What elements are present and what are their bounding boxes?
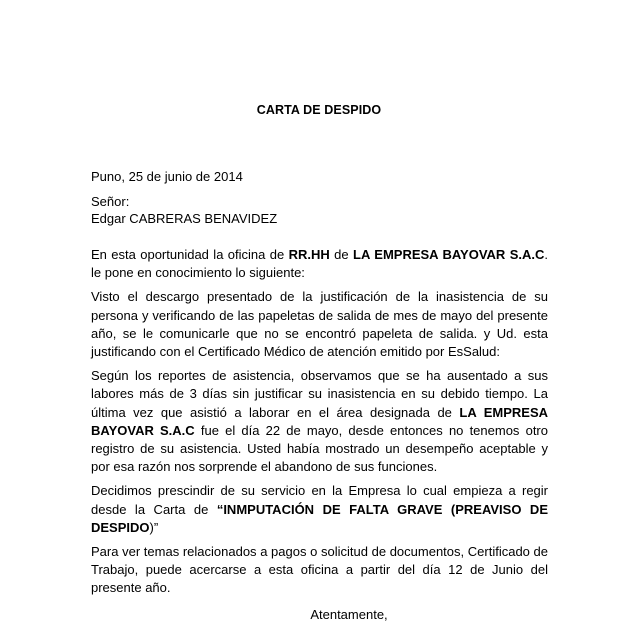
letter-body [91, 246, 548, 604]
place-date: Puno, 25 de junio de 2014 [91, 169, 243, 184]
paragraph-intro-text-c: de [329, 247, 354, 262]
paragraph-decision [91, 482, 548, 537]
paragraph-decision-text-c: )” [149, 519, 159, 535]
document-reference: “INMPUTACIÓN DE FALTA GRAVE (PREAVISO DE DESPIDO [91, 501, 548, 535]
letter-title: CARTA DE DESPIDO [256, 103, 382, 117]
paragraph-attendance [91, 367, 548, 476]
paragraph-attendance-text-a: Según los reportes de asistencia, observamos que se ha ausentado a sus labores más de 3 días sin justificar su inasistencia en su debido tiempo. La última vez que asistió a laborar en el área designada de [91, 368, 548, 420]
paragraph-descargo: Visto el descargo presentado de la justificación de la inasistencia de su persona y verificando de las papeletas de salida de mes de mayo del presente año, se le comunicarle que no se encontró papeleta de salida. y Ud. esta justificando con el Certificado Médico de atención emitido por EsSalud: [91, 289, 548, 360]
addressee-block [91, 193, 277, 227]
paragraph-payments: Para ver temas relacionados a pagos o solicitud de documentos, Certificado de Trabajo, puede acercarse a esta oficina a partir del día 12 de Junio del presente año. [91, 544, 548, 596]
company-name-2: LA EMPRESA BAYOVAR S.A.C [91, 404, 548, 438]
paragraph-intro-text-a: En esta oportunidad la oficina de [91, 247, 289, 262]
company-name: LA EMPRESA BAYOVAR S.A.C [353, 247, 545, 262]
paragraph-intro-text-e: . le pone en conocimiento lo siguiente: [91, 247, 549, 281]
paragraph-attendance-text-c: fue el día 22 de mayo, desde entonces no tenemos otro registro de su asistencia. Usted había mostrado un desempeño aceptable y por esa razón nos sorprende el abandono de sus funciones. [91, 422, 548, 475]
closing-line: Atentamente, [310, 607, 388, 622]
salutation: Señor: [91, 194, 130, 209]
paragraph-intro [91, 246, 548, 282]
recipient-name: Edgar CABRERAS BENAVIDEZ [91, 211, 278, 226]
paragraph-decision-text-a: Decidimos prescindir de su servicio en la Empresa lo cual empieza a regir desde la Carta de [91, 483, 548, 517]
department-name: RR.HH [288, 247, 330, 262]
